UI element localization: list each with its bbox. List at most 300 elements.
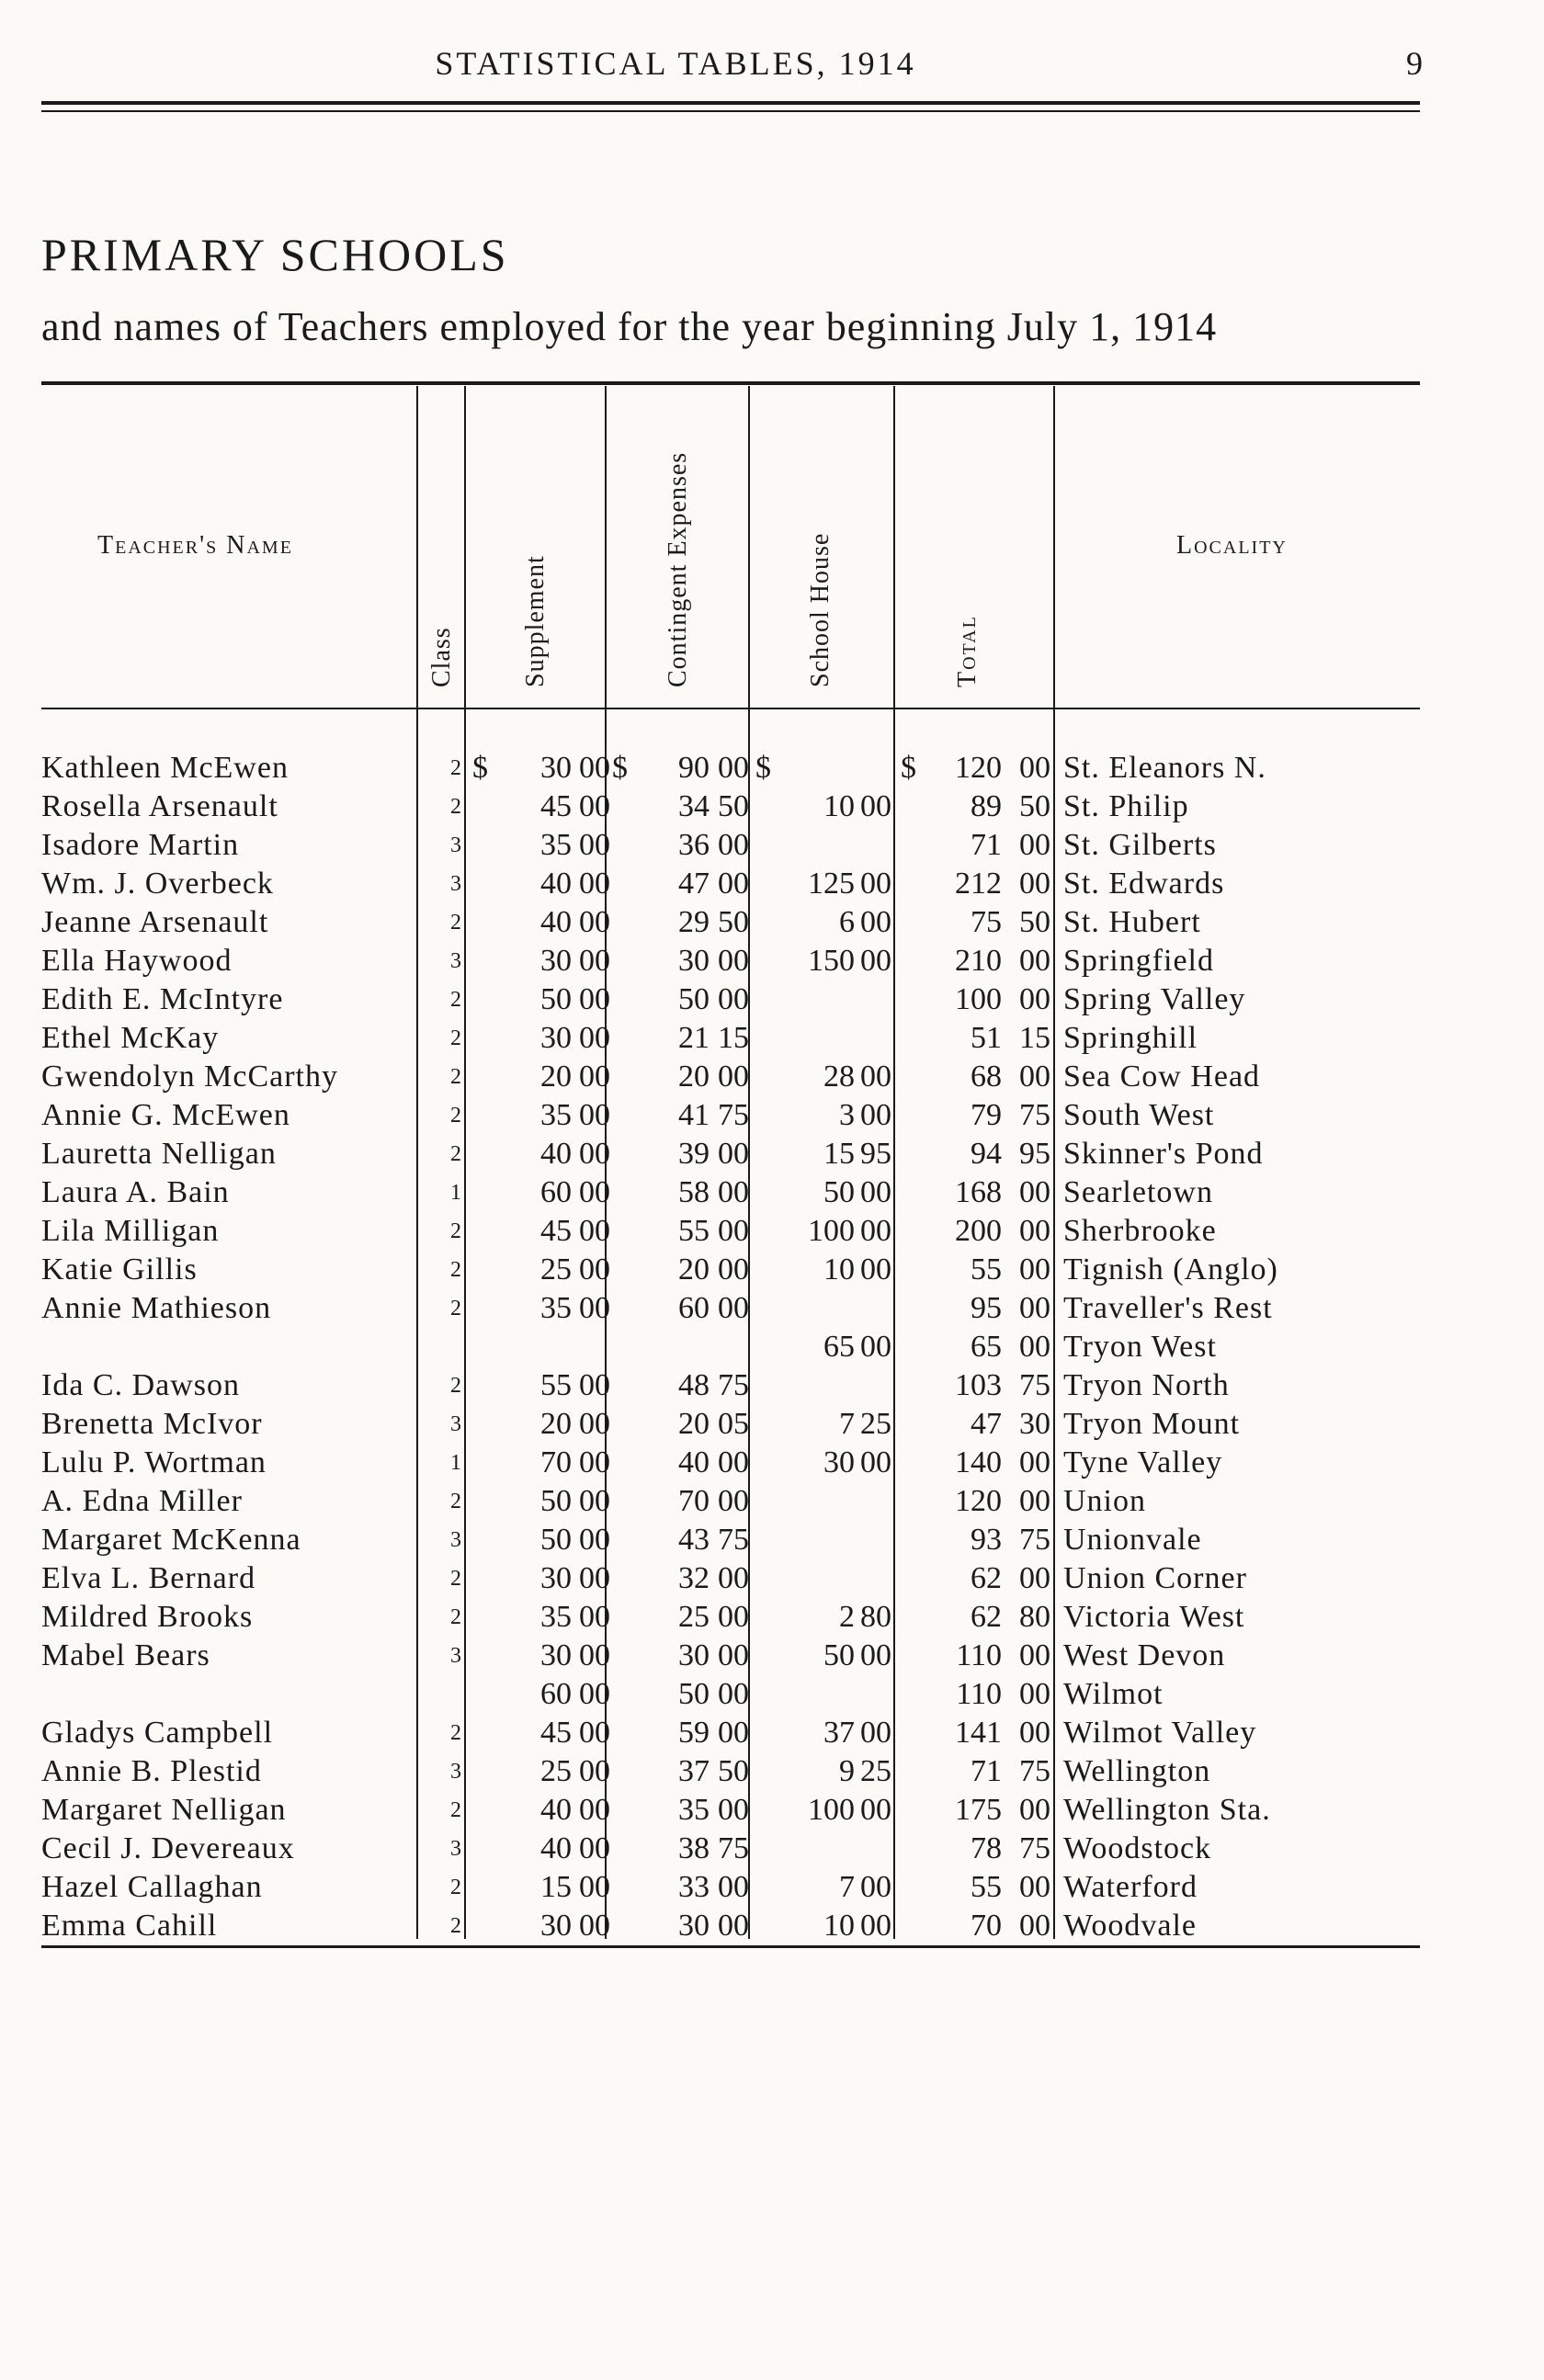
contingent-cents: 75 bbox=[718, 1098, 749, 1132]
total-cents: 00 bbox=[1019, 982, 1050, 1016]
total-dollars: 71 bbox=[971, 1754, 1002, 1788]
running-header bbox=[0, 44, 1544, 90]
locality: Union bbox=[1063, 1484, 1146, 1518]
supplement-cents: 00 bbox=[579, 1561, 610, 1595]
supplement-cents: 00 bbox=[579, 905, 610, 939]
supplement-dollars: 40 bbox=[540, 1137, 572, 1171]
table-row bbox=[0, 1868, 1544, 1907]
table-row bbox=[0, 1019, 1544, 1058]
locality: Wellington Sta. bbox=[1063, 1793, 1271, 1827]
total-cents: 00 bbox=[1019, 828, 1050, 862]
school-house-dollars: 30 bbox=[823, 1445, 855, 1479]
teacher-name: Mabel Bears bbox=[41, 1638, 210, 1672]
school-house-dollars: 10 bbox=[823, 789, 855, 823]
supplement-dollars: 45 bbox=[540, 789, 572, 823]
contingent-cents: 00 bbox=[718, 944, 749, 978]
class-value: 2 bbox=[450, 1490, 461, 1513]
supplement-cents: 00 bbox=[579, 1060, 610, 1094]
contingent-dollars: 20 bbox=[678, 1060, 710, 1094]
supplement-dollars: 50 bbox=[540, 982, 572, 1016]
table-row bbox=[0, 1791, 1544, 1830]
contingent-dollars: 43 bbox=[678, 1523, 710, 1557]
class-value: 2 bbox=[450, 1142, 461, 1166]
total-cents: 00 bbox=[1019, 1909, 1050, 1943]
locality: Sherbrooke bbox=[1063, 1214, 1217, 1248]
total-dollars: 75 bbox=[971, 905, 1002, 939]
school-house-dollars: 10 bbox=[823, 1252, 855, 1286]
contingent-cents: 00 bbox=[718, 982, 749, 1016]
class-value: 2 bbox=[450, 1026, 461, 1050]
supplement-cents: 00 bbox=[579, 982, 610, 1016]
total-dollars: 210 bbox=[955, 944, 1002, 978]
total-cents: 00 bbox=[1019, 867, 1050, 901]
teacher-name: Ida C. Dawson bbox=[41, 1368, 241, 1402]
total-cents: 00 bbox=[1019, 1445, 1050, 1479]
teacher-name: Elva L. Bernard bbox=[41, 1561, 256, 1595]
supplement-dollars: 60 bbox=[540, 1677, 572, 1711]
contingent-cents: 00 bbox=[718, 1909, 749, 1943]
table-row bbox=[0, 1289, 1544, 1328]
class-value: 2 bbox=[450, 1104, 461, 1128]
class-value: 2 bbox=[450, 1876, 461, 1899]
contingent-dollars: 70 bbox=[678, 1484, 710, 1518]
total-dollars: 70 bbox=[971, 1909, 1002, 1943]
school-house-cents: 00 bbox=[860, 1638, 891, 1672]
table-row bbox=[0, 788, 1544, 826]
total-dollars: 78 bbox=[971, 1831, 1002, 1865]
class-value: 2 bbox=[450, 795, 461, 819]
header-rule-thick bbox=[41, 101, 1420, 105]
locality: Searletown bbox=[1063, 1175, 1213, 1209]
supplement-dollars: 30 bbox=[540, 1909, 572, 1943]
teacher-name: Mildred Brooks bbox=[41, 1600, 254, 1634]
class-value: 2 bbox=[450, 911, 461, 935]
contingent-cents: 00 bbox=[718, 1252, 749, 1286]
school-house-dollars: 9 bbox=[839, 1754, 855, 1788]
supplement-dollars: 30 bbox=[540, 751, 572, 785]
school-house-cents: 00 bbox=[860, 1909, 891, 1943]
school-house-cents: 00 bbox=[860, 1716, 891, 1750]
contingent-cents: 00 bbox=[718, 1677, 749, 1711]
supplement-cents: 00 bbox=[579, 1793, 610, 1827]
supplement-dollars: 70 bbox=[540, 1445, 572, 1479]
teacher-name: Brenetta McIvor bbox=[41, 1407, 263, 1441]
supplement-cents: 00 bbox=[579, 1716, 610, 1750]
locality: St. Philip bbox=[1063, 789, 1189, 823]
school-house-cents: 25 bbox=[860, 1407, 891, 1441]
table-row bbox=[0, 1366, 1544, 1405]
teacher-name: Cecil J. Devereaux bbox=[41, 1831, 295, 1865]
class-value: 2 bbox=[450, 1219, 461, 1243]
contingent-dollars: 30 bbox=[678, 1909, 710, 1943]
supplement-cents: 00 bbox=[579, 828, 610, 862]
header-total: Total bbox=[953, 615, 982, 687]
total-cents: 00 bbox=[1019, 1677, 1050, 1711]
teacher-name: Annie G. McEwen bbox=[41, 1098, 290, 1132]
locality: West Devon bbox=[1063, 1638, 1226, 1672]
locality: Sea Cow Head bbox=[1063, 1060, 1261, 1094]
table-row bbox=[0, 1173, 1544, 1212]
supplement-cents: 00 bbox=[579, 1523, 610, 1557]
supplement-dollars: 25 bbox=[540, 1252, 572, 1286]
school-house-cents: 00 bbox=[860, 789, 891, 823]
locality: Victoria West bbox=[1063, 1600, 1245, 1634]
locality: Tignish (Anglo) bbox=[1063, 1252, 1278, 1286]
school-house-dollars: 7 bbox=[839, 1407, 855, 1441]
class-value: 2 bbox=[450, 1605, 461, 1629]
total-cents: 50 bbox=[1019, 905, 1050, 939]
supplement-dollars: 35 bbox=[540, 1291, 572, 1325]
total-dollars: 212 bbox=[955, 867, 1002, 901]
teacher-name: Margaret McKenna bbox=[41, 1523, 301, 1557]
class-value: 3 bbox=[450, 949, 461, 973]
total-dollars: 94 bbox=[971, 1137, 1002, 1171]
teacher-name: Laura A. Bain bbox=[41, 1175, 230, 1209]
total-cents: 00 bbox=[1019, 1638, 1050, 1672]
supplement-cents: 00 bbox=[579, 1445, 610, 1479]
contingent-cents: 00 bbox=[718, 828, 749, 862]
table-row bbox=[0, 1328, 1544, 1366]
dollar-sign: $ bbox=[755, 751, 771, 785]
locality: Wilmot Valley bbox=[1063, 1716, 1257, 1750]
class-value: 2 bbox=[450, 988, 461, 1012]
table-row bbox=[0, 1521, 1544, 1559]
school-house-cents: 00 bbox=[860, 1793, 891, 1827]
table-row bbox=[0, 1251, 1544, 1289]
total-cents: 75 bbox=[1019, 1523, 1050, 1557]
table-body bbox=[0, 749, 1544, 1945]
table-row bbox=[0, 1135, 1544, 1173]
page-number: 9 bbox=[1406, 45, 1423, 82]
dollar-sign: $ bbox=[612, 751, 628, 785]
table-row bbox=[0, 1637, 1544, 1675]
supplement-dollars: 30 bbox=[540, 1021, 572, 1055]
dollar-sign: $ bbox=[901, 751, 916, 785]
header-teacher-name: Teacher's Name bbox=[97, 531, 293, 560]
total-dollars: 140 bbox=[955, 1445, 1002, 1479]
school-house-cents: 00 bbox=[860, 1252, 891, 1286]
table-bottom-rule bbox=[41, 1945, 1420, 1948]
locality: Tryon Mount bbox=[1063, 1407, 1241, 1441]
total-cents: 00 bbox=[1019, 1175, 1050, 1209]
total-dollars: 65 bbox=[971, 1330, 1002, 1364]
supplement-dollars: 30 bbox=[540, 1561, 572, 1595]
total-cents: 00 bbox=[1019, 1793, 1050, 1827]
total-dollars: 120 bbox=[955, 1484, 1002, 1518]
locality: St. Eleanors N. bbox=[1063, 751, 1266, 785]
contingent-dollars: 38 bbox=[678, 1831, 710, 1865]
school-house-cents: 00 bbox=[860, 1214, 891, 1248]
table-row bbox=[0, 942, 1544, 980]
contingent-dollars: 32 bbox=[678, 1561, 710, 1595]
contingent-dollars: 50 bbox=[678, 1677, 710, 1711]
total-cents: 00 bbox=[1019, 751, 1050, 785]
table-row bbox=[0, 1714, 1544, 1752]
table-row bbox=[0, 1907, 1544, 1945]
contingent-dollars: 39 bbox=[678, 1137, 710, 1171]
total-dollars: 55 bbox=[971, 1252, 1002, 1286]
teacher-name: Gladys Campbell bbox=[41, 1716, 274, 1750]
total-dollars: 79 bbox=[971, 1098, 1002, 1132]
supplement-cents: 00 bbox=[579, 1600, 610, 1634]
supplement-cents: 00 bbox=[579, 1098, 610, 1132]
locality: Wilmot bbox=[1063, 1677, 1164, 1711]
contingent-dollars: 25 bbox=[678, 1600, 710, 1634]
school-house-dollars: 15 bbox=[823, 1137, 855, 1171]
class-value: 3 bbox=[450, 1644, 461, 1668]
school-house-dollars: 50 bbox=[823, 1638, 855, 1672]
total-dollars: 103 bbox=[955, 1368, 1002, 1402]
school-house-dollars: 125 bbox=[808, 867, 855, 901]
contingent-cents: 00 bbox=[718, 1445, 749, 1479]
header-contingent-expenses: Contingent Expenses bbox=[664, 451, 692, 687]
teacher-name: Katie Gillis bbox=[41, 1252, 198, 1286]
table-row bbox=[0, 1675, 1544, 1714]
supplement-cents: 00 bbox=[579, 1368, 610, 1402]
total-cents: 30 bbox=[1019, 1407, 1050, 1441]
locality: Unionvale bbox=[1063, 1523, 1202, 1557]
table-row bbox=[0, 1096, 1544, 1135]
school-house-cents: 25 bbox=[860, 1754, 891, 1788]
teacher-name: Lauretta Nelligan bbox=[41, 1137, 277, 1171]
total-dollars: 110 bbox=[956, 1677, 1002, 1711]
table-top-rule bbox=[41, 381, 1420, 385]
contingent-dollars: 21 bbox=[678, 1021, 710, 1055]
school-house-cents: 80 bbox=[860, 1600, 891, 1634]
total-cents: 00 bbox=[1019, 1060, 1050, 1094]
supplement-cents: 00 bbox=[579, 1638, 610, 1672]
supplement-dollars: 45 bbox=[540, 1716, 572, 1750]
class-value: 3 bbox=[450, 833, 461, 857]
supplement-cents: 00 bbox=[579, 1831, 610, 1865]
table-row bbox=[0, 1559, 1544, 1598]
class-value: 2 bbox=[450, 1065, 461, 1089]
total-cents: 00 bbox=[1019, 1484, 1050, 1518]
locality: Skinner's Pond bbox=[1063, 1137, 1264, 1171]
contingent-cents: 00 bbox=[718, 1561, 749, 1595]
teacher-name: Lila Milligan bbox=[41, 1214, 220, 1248]
class-value: 2 bbox=[450, 756, 461, 780]
contingent-cents: 75 bbox=[718, 1523, 749, 1557]
supplement-dollars: 30 bbox=[540, 944, 572, 978]
school-house-cents: 95 bbox=[860, 1137, 891, 1171]
school-house-dollars: 10 bbox=[823, 1909, 855, 1943]
supplement-cents: 00 bbox=[579, 867, 610, 901]
locality: Tryon North bbox=[1063, 1368, 1230, 1402]
total-dollars: 68 bbox=[971, 1060, 1002, 1094]
total-dollars: 62 bbox=[971, 1600, 1002, 1634]
school-house-dollars: 50 bbox=[823, 1175, 855, 1209]
supplement-cents: 00 bbox=[579, 1484, 610, 1518]
contingent-cents: 00 bbox=[718, 1175, 749, 1209]
total-dollars: 55 bbox=[971, 1870, 1002, 1904]
class-value: 2 bbox=[450, 1374, 461, 1398]
locality: Woodvale bbox=[1063, 1909, 1197, 1943]
table-row bbox=[0, 865, 1544, 903]
class-value: 2 bbox=[450, 1567, 461, 1591]
school-house-dollars: 28 bbox=[823, 1060, 855, 1094]
section-title: PRIMARY SCHOOLS bbox=[41, 229, 509, 280]
running-title: STATISTICAL TABLES, 1914 bbox=[435, 45, 916, 82]
contingent-dollars: 48 bbox=[678, 1368, 710, 1402]
contingent-dollars: 29 bbox=[678, 905, 710, 939]
supplement-cents: 00 bbox=[579, 751, 610, 785]
supplement-cents: 00 bbox=[579, 1407, 610, 1441]
contingent-dollars: 58 bbox=[678, 1175, 710, 1209]
teacher-name: Kathleen McEwen bbox=[41, 751, 289, 785]
section-subtitle: and names of Teachers employed for the year beginning July 1, 1914 bbox=[41, 304, 1218, 349]
contingent-cents: 50 bbox=[718, 789, 749, 823]
class-value: 2 bbox=[450, 1721, 461, 1745]
total-dollars: 110 bbox=[956, 1638, 1002, 1672]
table-row bbox=[0, 980, 1544, 1019]
school-house-cents: 00 bbox=[860, 944, 891, 978]
supplement-dollars: 30 bbox=[540, 1638, 572, 1672]
supplement-dollars: 60 bbox=[540, 1175, 572, 1209]
supplement-dollars: 35 bbox=[540, 1600, 572, 1634]
total-dollars: 168 bbox=[955, 1175, 1002, 1209]
supplement-dollars: 40 bbox=[540, 905, 572, 939]
contingent-dollars: 30 bbox=[678, 944, 710, 978]
supplement-dollars: 40 bbox=[540, 867, 572, 901]
contingent-cents: 00 bbox=[718, 1060, 749, 1094]
school-house-dollars: 7 bbox=[839, 1870, 855, 1904]
locality: St. Gilberts bbox=[1063, 828, 1217, 862]
teacher-name: Margaret Nelligan bbox=[41, 1793, 287, 1827]
contingent-cents: 00 bbox=[718, 1600, 749, 1634]
table-row bbox=[0, 1598, 1544, 1637]
school-house-cents: 00 bbox=[860, 1330, 891, 1364]
class-value: 3 bbox=[450, 1412, 461, 1436]
table-row bbox=[0, 1405, 1544, 1444]
supplement-cents: 00 bbox=[579, 1291, 610, 1325]
table-row bbox=[0, 1752, 1544, 1791]
table-row bbox=[0, 903, 1544, 942]
locality: Union Corner bbox=[1063, 1561, 1247, 1595]
locality: Spring Valley bbox=[1063, 982, 1246, 1016]
contingent-dollars: 59 bbox=[678, 1716, 710, 1750]
school-house-dollars: 37 bbox=[823, 1716, 855, 1750]
school-house-cents: 00 bbox=[860, 1870, 891, 1904]
contingent-dollars: 47 bbox=[678, 867, 710, 901]
school-house-dollars: 65 bbox=[823, 1330, 855, 1364]
teacher-name: Annie Mathieson bbox=[41, 1291, 272, 1325]
contingent-dollars: 20 bbox=[678, 1252, 710, 1286]
contingent-cents: 00 bbox=[718, 1716, 749, 1750]
total-cents: 15 bbox=[1019, 1021, 1050, 1055]
school-house-cents: 00 bbox=[860, 1098, 891, 1132]
supplement-dollars: 50 bbox=[540, 1484, 572, 1518]
total-cents: 50 bbox=[1019, 789, 1050, 823]
teacher-name: Emma Cahill bbox=[41, 1909, 218, 1943]
locality: St. Hubert bbox=[1063, 905, 1201, 939]
total-dollars: 120 bbox=[955, 751, 1002, 785]
total-dollars: 141 bbox=[955, 1716, 1002, 1750]
supplement-cents: 00 bbox=[579, 1870, 610, 1904]
total-cents: 00 bbox=[1019, 1252, 1050, 1286]
total-dollars: 71 bbox=[971, 828, 1002, 862]
supplement-dollars: 45 bbox=[540, 1214, 572, 1248]
supplement-dollars: 15 bbox=[540, 1870, 572, 1904]
teacher-name: Ella Haywood bbox=[41, 944, 233, 978]
teacher-name: Gwendolyn McCarthy bbox=[41, 1060, 339, 1094]
class-value: 1 bbox=[450, 1451, 461, 1475]
contingent-cents: 00 bbox=[718, 1793, 749, 1827]
header-school-house: School House bbox=[806, 532, 834, 687]
contingent-cents: 00 bbox=[718, 1484, 749, 1518]
class-value: 3 bbox=[450, 872, 461, 896]
teacher-name: Isadore Martin bbox=[41, 828, 240, 862]
contingent-dollars: 30 bbox=[678, 1638, 710, 1672]
class-value: 2 bbox=[450, 1798, 461, 1822]
supplement-cents: 00 bbox=[579, 1137, 610, 1171]
total-cents: 00 bbox=[1019, 1291, 1050, 1325]
supplement-cents: 00 bbox=[579, 1175, 610, 1209]
teacher-name: Hazel Callaghan bbox=[41, 1870, 263, 1904]
contingent-cents: 75 bbox=[718, 1831, 749, 1865]
class-value: 3 bbox=[450, 1837, 461, 1861]
total-cents: 75 bbox=[1019, 1098, 1050, 1132]
contingent-cents: 50 bbox=[718, 905, 749, 939]
teacher-name: Annie B. Plestid bbox=[41, 1754, 262, 1788]
teacher-name: Edith E. McIntyre bbox=[41, 982, 284, 1016]
header-supplement: Supplement bbox=[521, 555, 550, 687]
contingent-dollars: 60 bbox=[678, 1291, 710, 1325]
school-house-dollars: 100 bbox=[808, 1793, 855, 1827]
locality: Tyne Valley bbox=[1063, 1445, 1223, 1479]
total-dollars: 175 bbox=[955, 1793, 1002, 1827]
contingent-cents: 00 bbox=[718, 867, 749, 901]
contingent-dollars: 50 bbox=[678, 982, 710, 1016]
locality: Traveller's Rest bbox=[1063, 1291, 1273, 1325]
table-row bbox=[0, 1212, 1544, 1251]
locality: Wellington bbox=[1063, 1754, 1211, 1788]
total-dollars: 62 bbox=[971, 1561, 1002, 1595]
class-value: 3 bbox=[450, 1528, 461, 1552]
supplement-dollars: 40 bbox=[540, 1793, 572, 1827]
header-class: Class bbox=[427, 627, 456, 687]
school-house-dollars: 3 bbox=[839, 1098, 855, 1132]
locality: Waterford bbox=[1063, 1870, 1198, 1904]
contingent-cents: 00 bbox=[718, 1291, 749, 1325]
contingent-dollars: 55 bbox=[678, 1214, 710, 1248]
total-dollars: 93 bbox=[971, 1523, 1002, 1557]
class-value: 2 bbox=[450, 1258, 461, 1282]
total-cents: 00 bbox=[1019, 1330, 1050, 1364]
school-house-dollars: 150 bbox=[808, 944, 855, 978]
supplement-cents: 00 bbox=[579, 1214, 610, 1248]
total-cents: 75 bbox=[1019, 1831, 1050, 1865]
total-cents: 00 bbox=[1019, 1716, 1050, 1750]
supplement-dollars: 50 bbox=[540, 1523, 572, 1557]
table-header-bottom-rule bbox=[41, 708, 1420, 709]
class-value: 3 bbox=[450, 1760, 461, 1784]
contingent-dollars: 36 bbox=[678, 828, 710, 862]
class-value: 2 bbox=[450, 1914, 461, 1938]
locality: South West bbox=[1063, 1098, 1215, 1132]
total-cents: 00 bbox=[1019, 1870, 1050, 1904]
supplement-cents: 00 bbox=[579, 789, 610, 823]
school-house-dollars: 6 bbox=[839, 905, 855, 939]
school-house-dollars: 100 bbox=[808, 1214, 855, 1248]
school-house-cents: 00 bbox=[860, 905, 891, 939]
total-cents: 75 bbox=[1019, 1368, 1050, 1402]
contingent-dollars: 33 bbox=[678, 1870, 710, 1904]
supplement-cents: 00 bbox=[579, 1677, 610, 1711]
table-row bbox=[0, 1830, 1544, 1868]
contingent-cents: 75 bbox=[718, 1368, 749, 1402]
table-row bbox=[0, 749, 1544, 788]
